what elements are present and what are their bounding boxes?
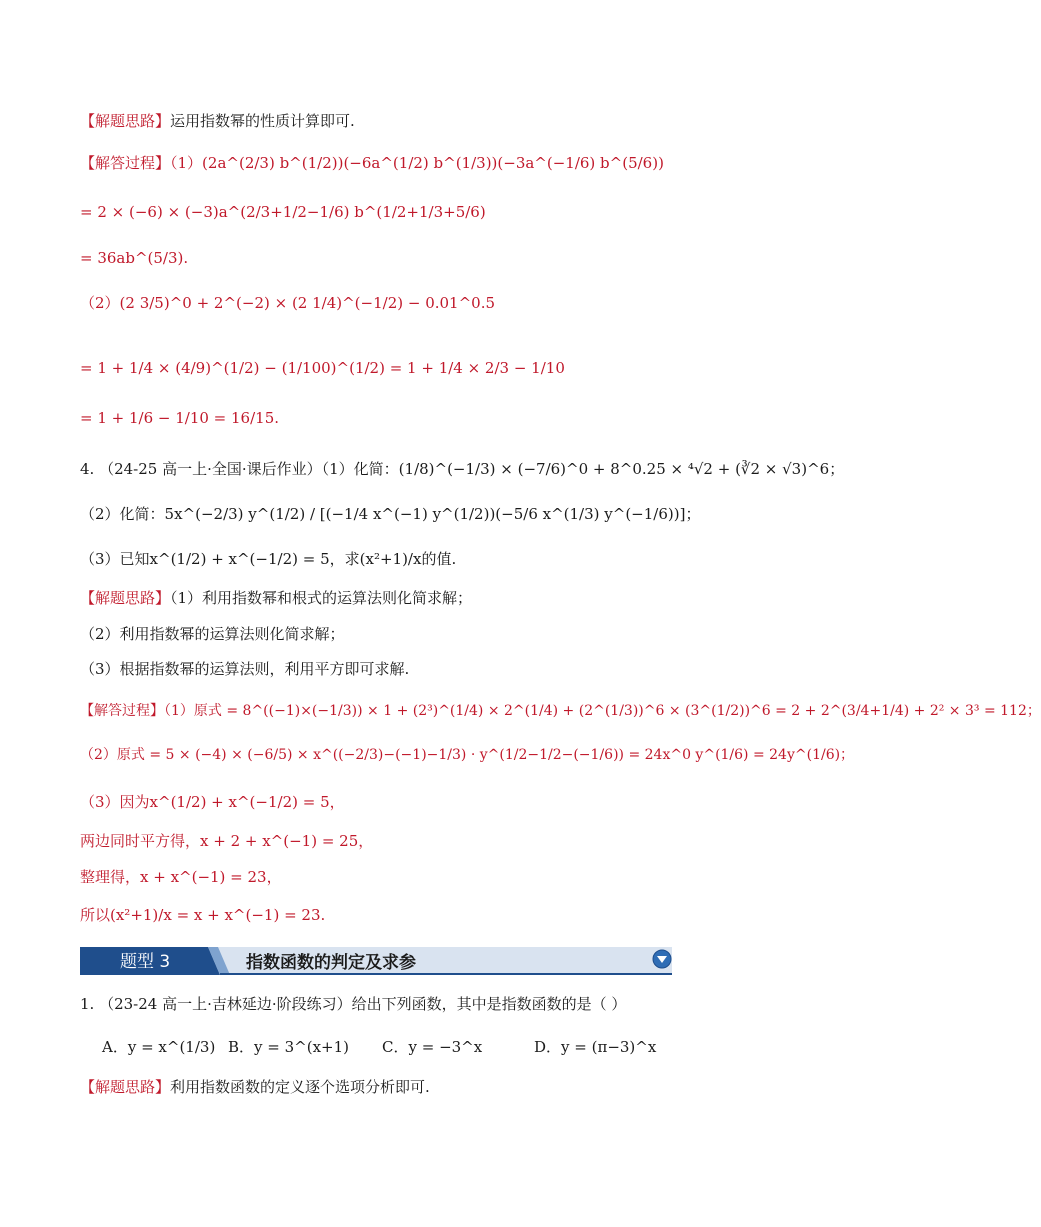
section-tag: 题型 3 — [120, 952, 171, 972]
solution-label: 【解答过程】 — [80, 154, 171, 172]
options-row — [80, 1036, 828, 1060]
chevron-down-circle-icon[interactable] — [652, 949, 672, 969]
solution-line-4: （2）(2 3/5)^0 + 2^(−2) × (2 1/4)^(−1/2) − 0.01^0.5 — [80, 294, 496, 312]
question-4-part-1: 4. （24-25 高一上·全国·课后作业）（1）化简：(1/8)^(−1/3) × (−7/6)^0 + 8^0.25 × ⁴√2 + (∛2 × √3)^6； — [80, 460, 845, 478]
question-4-part-2: （2）化简：5x^(−2/3) y^(1/2) / [(−1/4 x^(−1) y^(1/2))(−5/6 x^(1/3) y^(−1/6))]； — [80, 505, 701, 523]
section-banner — [80, 943, 672, 977]
solution-line-10: 两边同时平方得，x + 2 + x^(−1) = 25， — [80, 832, 374, 850]
option-a[interactable]: A．y = x^(1/3) — [102, 1038, 216, 1056]
option-c[interactable]: C．y = −3^x — [382, 1038, 483, 1056]
hint-label: 【解题思路】 — [80, 589, 171, 607]
solution-line-8: （2）原式 = 5 × (−4) × (−6/5) × x^((−2/3)−(−1)−1/3) · y^(1/2−1/2−(−1/6)) = 24x^0 y^(1/6) = 24y^(1/6)； — [80, 747, 855, 763]
hint-line-1: 【解题思路】运用指数幂的性质计算即可. — [80, 112, 355, 130]
solution-line-7: 【解答过程】（1）原式 = 8^((−1)×(−1/3)) × 1 + (2³)^(1/4) × 2^(1/4) + (2^(1/3))^6 × (3^(1/2))^6 = 2 + 2^(3/4+1/4) + 2² × 3³ = 112； — [80, 703, 1041, 719]
option-b[interactable]: B．y = 3^(x+1) — [228, 1038, 349, 1056]
section-title: 指数函数的判定及求参 — [246, 953, 416, 973]
solution-line-6: = 1 + 1/6 − 1/10 = 16/15. — [80, 409, 280, 427]
question-4-part-3: （3）已知x^(1/2) + x^(−1/2) = 5，求(x²+1)/x的值. — [80, 550, 457, 568]
solution-line-2: = 2 × (−6) × (−3)a^(2/3+1/2−1/6) b^(1/2+1/3+5/6) — [80, 203, 486, 221]
question-1: 1. （23-24 高一上·吉林延边·阶段练习）给出下列函数，其中是指数函数的是（ ） — [80, 995, 627, 1013]
hint-line-5: 【解题思路】利用指数函数的定义逐个选项分析即可. — [80, 1078, 430, 1096]
hint-line-3: （2）利用指数幂的运算法则化简求解； — [80, 625, 345, 643]
solution-line-5: = 1 + 1/4 × (4/9)^(1/2) − (1/100)^(1/2) = 1 + 1/4 × 2/3 − 1/10 — [80, 359, 565, 377]
solution-line-11: 整理得，x + x^(−1) = 23， — [80, 868, 282, 886]
hint-label: 【解题思路】 — [80, 112, 171, 130]
solution-label: 【解答过程】 — [80, 703, 164, 719]
solution-line-12: 所以(x²+1)/x = x + x^(−1) = 23. — [80, 906, 326, 924]
option-d[interactable]: D．y = (π−3)^x — [534, 1038, 657, 1056]
solution-line-1: 【解答过程】（1）(2a^(2/3) b^(1/2))(−6a^(1/2) b^(1/3))(−3a^(−1/6) b^(5/6)) — [80, 154, 664, 172]
solution-line-9: （3）因为x^(1/2) + x^(−1/2) = 5， — [80, 793, 345, 811]
hint-line-4: （3）根据指数幂的运算法则，利用平方即可求解. — [80, 660, 410, 678]
hint-line-2: 【解题思路】（1）利用指数幂和根式的运算法则化简求解； — [80, 589, 473, 607]
hint-label: 【解题思路】 — [80, 1078, 171, 1096]
solution-line-3: = 36ab^(5/3). — [80, 249, 189, 267]
